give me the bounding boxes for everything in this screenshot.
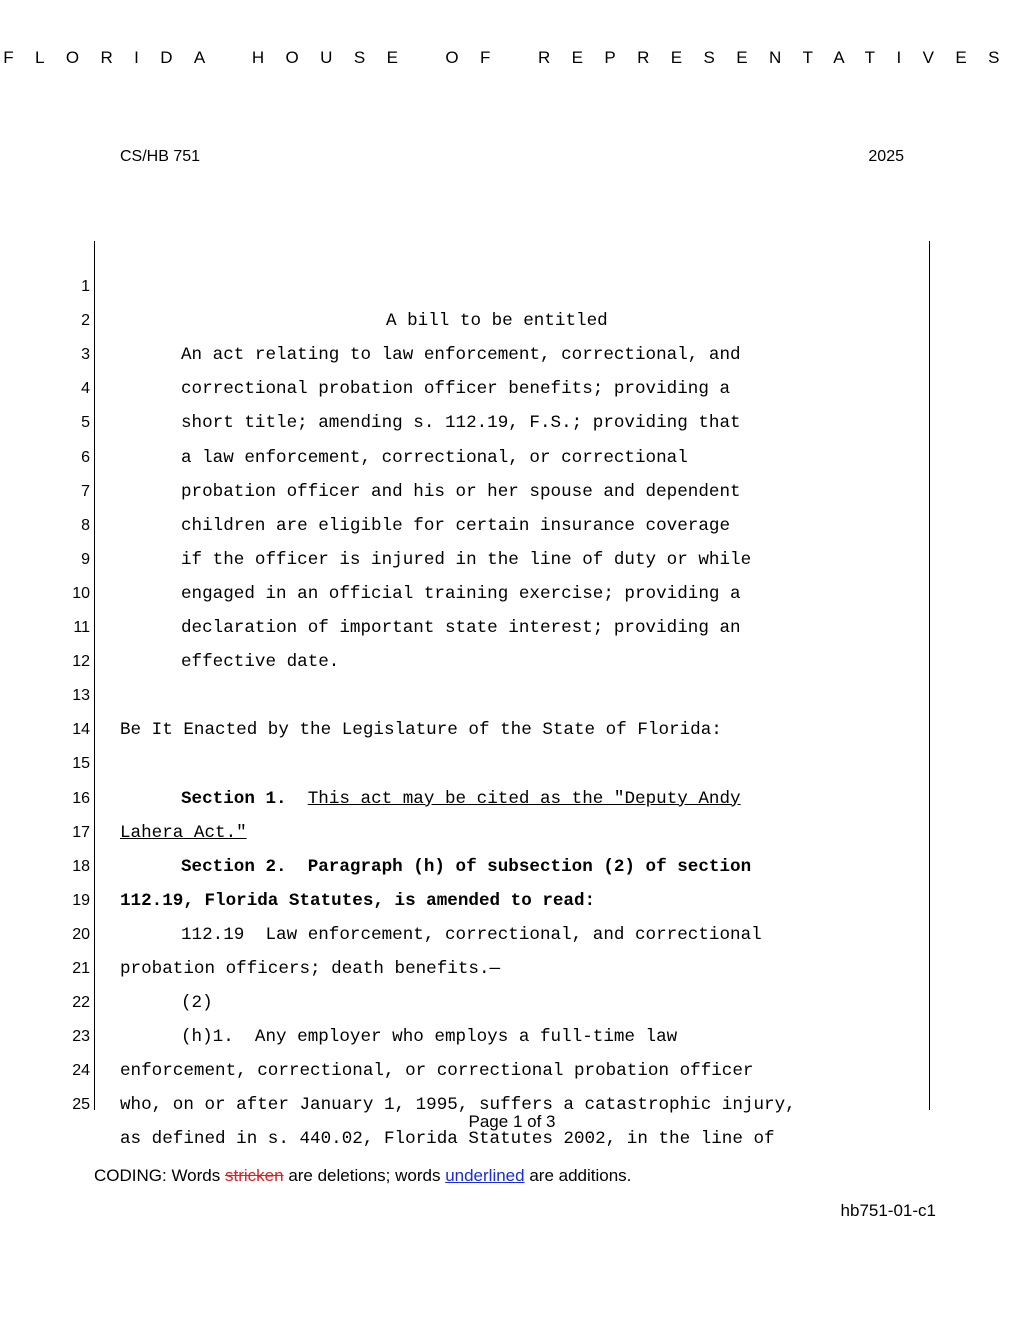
section-heading: 112.19, Florida Statutes, is amended to read: (120, 890, 596, 911)
bill-year: 2025 (868, 148, 904, 165)
added-text: This act may be cited as the "Deputy Andy (307, 788, 741, 809)
line-text: A bill to be entitled (386, 311, 608, 332)
line-text: probation officers; death benefits.— (120, 958, 501, 979)
line-text: (2) (181, 993, 213, 1014)
coding-middle: are deletions; words (288, 1166, 441, 1185)
line-number: 4 (81, 380, 90, 398)
line-number: 11 (73, 619, 90, 637)
line-number: 19 (72, 891, 90, 909)
coding-prefix: CODING: Words (94, 1166, 221, 1185)
line-text: probation officer and his or her spouse and dependent (181, 481, 741, 502)
line-number: 13 (72, 687, 90, 705)
line-text: (h)1. Any employer who employs a full-time law (181, 1027, 678, 1048)
line-text: a law enforcement, correctional, or correctional (181, 447, 688, 468)
line-number: 20 (72, 925, 90, 943)
line-number: 25 (72, 1096, 90, 1114)
line-number: 1 (81, 278, 90, 296)
line-number: 5 (81, 414, 90, 432)
underlined-sample: underlined (445, 1166, 525, 1185)
line-text: children are eligible for certain insurance coverage (181, 515, 731, 536)
line-number: 22 (72, 994, 90, 1012)
line-number: 23 (72, 1028, 90, 1046)
line-text: if the officer is injured in the line of duty or while (181, 549, 752, 570)
line-number: 9 (81, 550, 90, 568)
bill-number: CS/HB 751 (120, 148, 201, 165)
line-text: engaged in an official training exercise; providing a (181, 583, 741, 604)
line-number: 6 (81, 448, 90, 466)
line-number: 12 (72, 653, 90, 671)
line-text: declaration of important state interest; providing an (181, 618, 741, 639)
section-heading: Section 2. Paragraph (h) of subsection (2) of section (181, 856, 752, 877)
bill-line (0, 236, 1024, 332)
line-number: 17 (72, 823, 90, 841)
section-heading: Section 1. (181, 788, 287, 809)
line-text: enforcement, correctional, or correctional probation officer (120, 1061, 754, 1082)
line-number: 21 (72, 959, 90, 977)
line-number: 15 (72, 755, 90, 773)
line-number: 7 (81, 482, 90, 500)
chamber-header: FLORIDA HOUSE OF REPRESENTATIVES (3, 48, 1021, 67)
line-text: Be It Enacted by the Legislature of the State of Florida: (120, 720, 722, 741)
coding-suffix: are additions. (529, 1166, 632, 1185)
line-number: 2 (81, 312, 90, 330)
line-text: as defined in s. 440.02, Florida Statutes 2002, in the line of (120, 1129, 775, 1150)
line-text: correctional probation officer benefits; providing a (181, 379, 731, 400)
document-id: hb751-01-c1 (840, 1201, 936, 1220)
line-number: 24 (72, 1062, 90, 1080)
line-number: 8 (81, 516, 90, 534)
added-text: Lahera Act." (120, 822, 247, 843)
page-number: Page 1 of 3 (468, 1112, 556, 1131)
line-text: short title; amending s. 112.19, F.S.; providing that (181, 413, 741, 434)
coding-legend (94, 1166, 631, 1186)
line-number: 3 (81, 346, 90, 364)
line-text: 112.19 Law enforcement, correctional, and correctional (181, 924, 762, 945)
line-number: 16 (72, 789, 90, 807)
stricken-sample: stricken (225, 1166, 284, 1185)
line-number: 14 (72, 721, 90, 739)
line-text: who, on or after January 1, 1995, suffers a catastrophic injury, (120, 1095, 796, 1116)
line-number: 18 (72, 857, 90, 875)
line-number: 10 (72, 584, 90, 602)
line-text: An act relating to law enforcement, correctional, and (181, 345, 741, 366)
line-text: effective date. (181, 652, 340, 673)
